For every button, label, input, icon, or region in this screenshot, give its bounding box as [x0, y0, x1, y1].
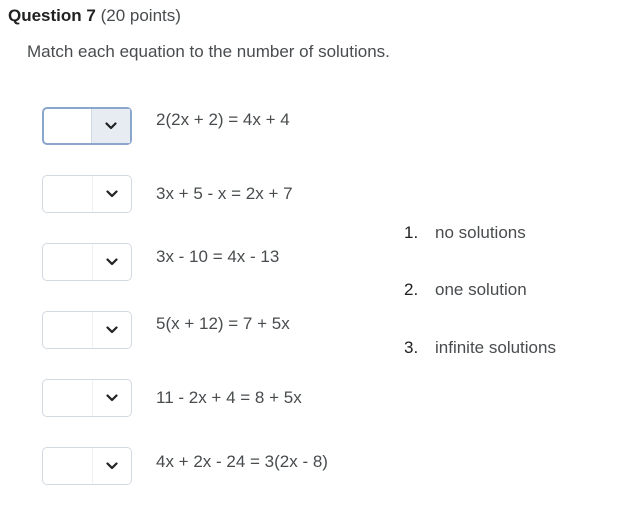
match-select[interactable]	[42, 447, 132, 485]
choice-item	[404, 223, 526, 243]
select-value	[43, 312, 95, 348]
match-select[interactable]	[42, 107, 132, 145]
equation-label: 3x + 5 - x = 2x + 7	[156, 184, 293, 203]
choice-number: 3.	[404, 338, 419, 357]
select-value	[43, 176, 95, 212]
question-title: Question 7	[8, 6, 96, 25]
choice-item	[404, 338, 556, 358]
match-select[interactable]	[42, 311, 132, 349]
choice-item	[404, 280, 527, 300]
equation-label: 2(2x + 2) = 4x + 4	[156, 110, 290, 129]
match-row	[42, 175, 442, 215]
chevron-down-icon[interactable]	[92, 448, 131, 484]
choice-label: one solution	[435, 280, 527, 299]
match-row	[42, 107, 442, 147]
match-select[interactable]	[42, 175, 132, 213]
choice-number: 1.	[404, 223, 419, 242]
question-instructions: Match each equation to the number of solutions.	[27, 42, 390, 61]
choice-number: 2.	[404, 280, 419, 299]
match-row	[42, 311, 442, 351]
question-points: (20 points)	[100, 6, 181, 25]
select-value	[43, 448, 95, 484]
select-value	[43, 380, 95, 416]
choice-label: no solutions	[435, 223, 526, 242]
match-row	[42, 447, 442, 487]
select-value	[43, 244, 95, 280]
question-header	[8, 6, 181, 26]
chevron-down-icon[interactable]	[92, 312, 131, 348]
equation-label: 5(x + 12) = 7 + 5x	[156, 314, 290, 333]
chevron-down-icon[interactable]	[92, 380, 131, 416]
equation-label: 3x - 10 = 4x - 13	[156, 247, 280, 266]
chevron-down-icon[interactable]	[92, 176, 131, 212]
select-value	[44, 109, 96, 143]
match-row	[42, 379, 442, 419]
chevron-down-icon[interactable]	[91, 109, 130, 143]
choice-label: infinite solutions	[435, 338, 556, 357]
equation-label: 11 - 2x + 4 = 8 + 5x	[156, 388, 302, 407]
match-select[interactable]	[42, 243, 132, 281]
equation-label: 4x + 2x - 24 = 3(2x - 8)	[156, 452, 328, 471]
match-row	[42, 243, 442, 283]
chevron-down-icon[interactable]	[92, 244, 131, 280]
match-select[interactable]	[42, 379, 132, 417]
